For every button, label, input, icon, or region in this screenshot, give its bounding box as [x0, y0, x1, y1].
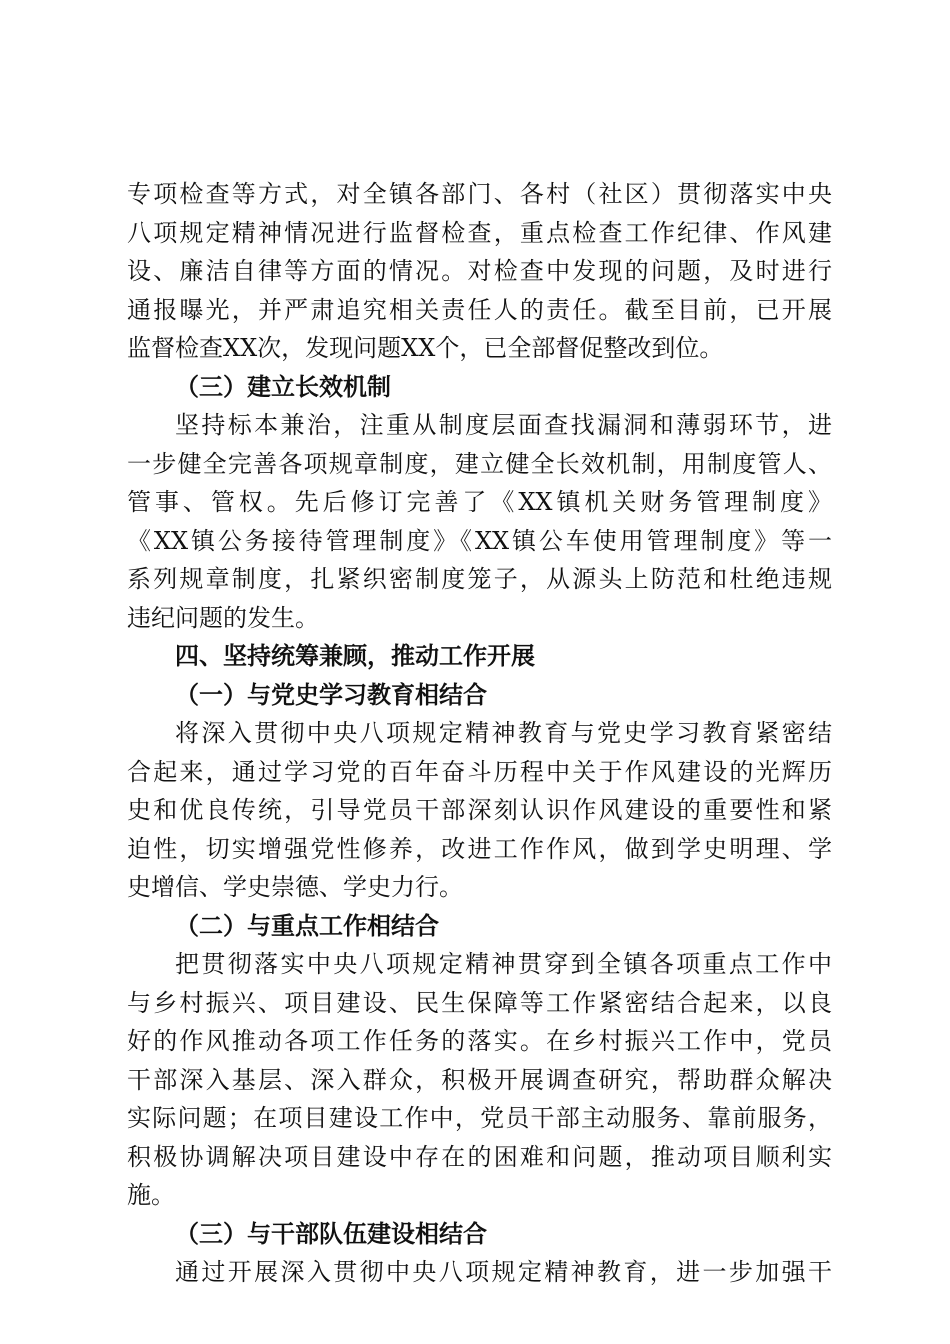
body-line: 实际问题；在项目建设工作中，党员干部主动服务、靠前服务， — [127, 1104, 832, 1132]
section-heading: （二）与重点工作相结合 — [175, 910, 439, 940]
body-line: 一步健全完善各项规章制度，建立健全长效机制，用制度管人、 — [127, 449, 832, 478]
section-heading: （三）建立长效机制 — [175, 371, 391, 401]
body-line: 迫性，切实增强党性修养，改进工作作风，做到学史明理、学 — [127, 834, 832, 863]
body-line: 好的作风推动各项工作任务的落实。在乡村振兴工作中，党员 — [127, 1027, 832, 1055]
body-line: 《XX镇公务接待管理制度》《XX镇公车使用管理制度》等一 — [127, 526, 832, 555]
body-line: 施。 — [127, 1181, 175, 1209]
body-line: 系列规章制度，扎紧织密制度笼子，从源头上防范和杜绝违规 — [127, 565, 832, 593]
body-line: 史和优良传统，引导党员干部深刻认识作风建设的重要性和紧 — [127, 796, 832, 824]
body-line: 专项检查等方式，对全镇各部门、各村（社区）贯彻落实中央 — [127, 180, 832, 208]
body-line: 监督检查XX次，发现问题XX个，已全部督促整改到位。 — [127, 334, 724, 362]
paragraph-first-line: 通过开展深入贯彻中央八项规定精神教育，进一步加强干 — [175, 1258, 832, 1286]
body-line: 干部深入基层、深入群众，积极开展调查研究，帮助群众解决 — [127, 1065, 832, 1094]
body-line: 合起来，通过学习党的百年奋斗历程中关于作风建设的光辉历 — [127, 757, 832, 786]
chapter-heading: 四、坚持统筹兼顾，推动工作开展 — [175, 641, 535, 670]
body-line: 八项规定精神情况进行监督检查，重点检查工作纪律、作风建 — [127, 218, 832, 247]
section-heading: （一）与党史学习教育相结合 — [175, 679, 487, 709]
body-line: 违纪问题的发生。 — [127, 603, 319, 632]
paragraph-first-line: 坚持标本兼治，注重从制度层面查找漏洞和薄弱环节，进 — [175, 411, 832, 439]
body-line: 通报曝光，并严肃追究相关责任人的责任。截至目前，已开展 — [127, 295, 832, 324]
body-line: 史增信、学史崇德、学史力行。 — [127, 873, 463, 901]
paragraph-first-line: 把贯彻落实中央八项规定精神贯穿到全镇各项重点工作中 — [175, 950, 832, 978]
body-line: 设、廉洁自律等方面的情况。对检查中发现的问题，及时进行 — [127, 257, 832, 285]
body-line: 管事、管权。先后修订完善了《XX镇机关财务管理制度》 — [127, 488, 832, 516]
document-body — [127, 175, 832, 1292]
section-heading: （三）与干部队伍建设相结合 — [175, 1218, 487, 1248]
body-line: 积极协调解决项目建设中存在的困难和问题，推动项目顺利实 — [127, 1142, 832, 1171]
paragraph-first-line: 将深入贯彻中央八项规定精神教育与党史学习教育紧密结 — [175, 719, 832, 747]
body-line: 与乡村振兴、项目建设、民生保障等工作紧密结合起来，以良 — [127, 988, 832, 1017]
